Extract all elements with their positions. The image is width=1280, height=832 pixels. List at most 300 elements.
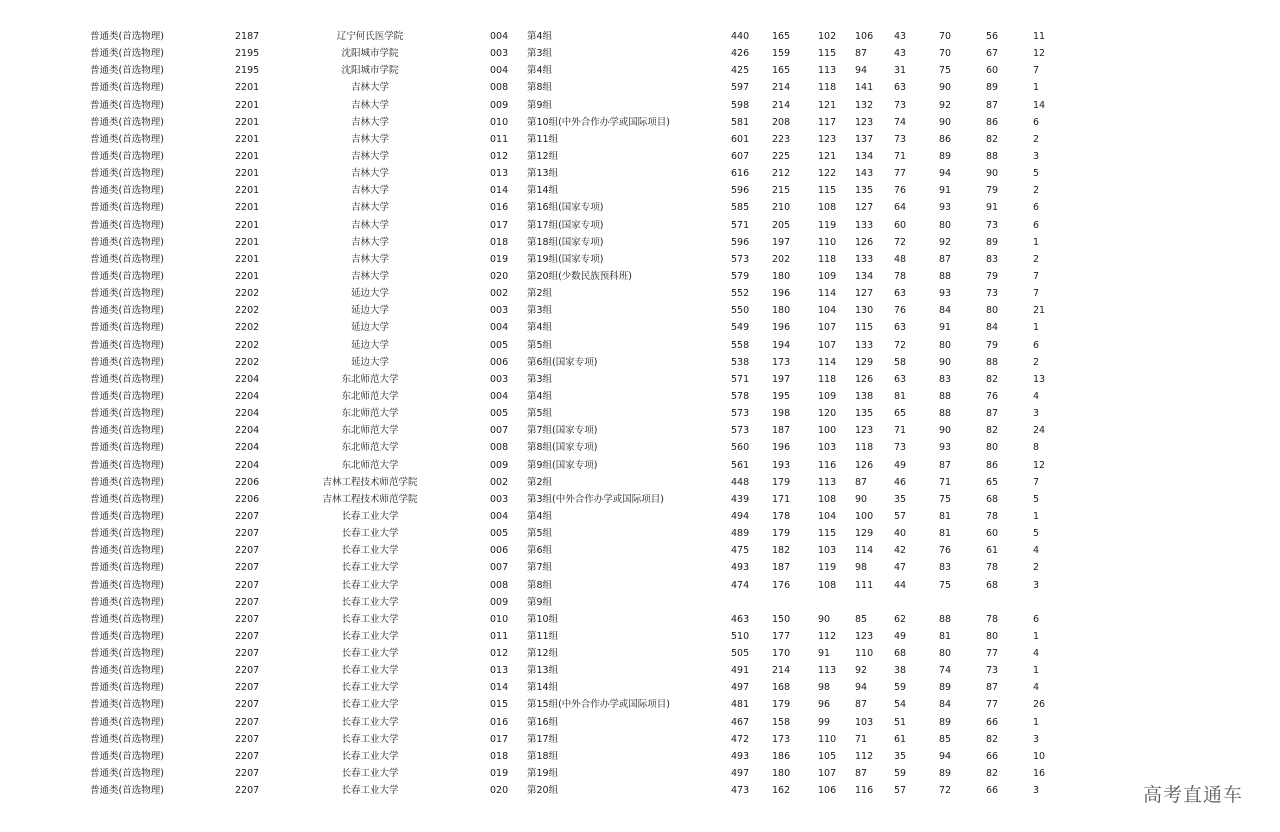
elective-score-2-cell: 80 (939, 339, 952, 351)
chinese-score-cell: 177 (772, 630, 791, 642)
physics-score-cell: 94 (855, 65, 868, 77)
elective-score-2-cell: 87 (939, 459, 952, 471)
plan-count-cell: 26 (1033, 699, 1046, 711)
elective-score-2-cell: 70 (939, 31, 952, 42)
elective-score-3-cell: 66 (986, 750, 999, 762)
group-name-cell: 第7组(国家专项) (527, 425, 598, 437)
elective-score-1-cell: 76 (894, 305, 907, 317)
school-code-cell: 2204 (235, 390, 260, 402)
category-cell: 普通类(首选物理) (90, 202, 164, 214)
chinese-score-cell: 173 (772, 733, 791, 745)
school-code-cell: 2202 (235, 322, 260, 334)
math-score-cell: 114 (818, 288, 837, 300)
elective-score-1-cell: 49 (894, 459, 907, 471)
school-name-cell: 长春工业大学 (341, 545, 399, 557)
elective-score-1-cell: 44 (894, 579, 907, 591)
total-score-cell: 552 (731, 288, 750, 300)
math-score-cell: 109 (818, 270, 837, 282)
school-name-cell: 吉林大学 (350, 99, 389, 111)
table-row (0, 525, 1280, 542)
physics-score-cell: 133 (855, 339, 874, 351)
chinese-score-cell: 180 (772, 305, 791, 317)
total-score-cell: 497 (731, 682, 750, 694)
total-score-cell: 596 (731, 236, 750, 248)
plan-count-cell: 1 (1033, 665, 1040, 677)
group-code-cell: 007 (490, 425, 509, 437)
group-name-cell: 第19组(国家专项) (527, 253, 604, 265)
school-name-cell: 长春工业大学 (341, 768, 399, 780)
elective-score-1-cell: 51 (894, 716, 907, 728)
plan-count-cell: 12 (1033, 48, 1046, 60)
chinese-score-cell: 197 (772, 373, 791, 385)
elective-score-3-cell: 78 (986, 562, 999, 574)
elective-score-2-cell: 72 (939, 785, 952, 797)
school-code-cell: 2202 (235, 339, 260, 351)
chinese-score-cell: 171 (772, 493, 791, 505)
category-cell: 普通类(首选物理) (90, 476, 164, 488)
plan-count-cell: 16 (1033, 768, 1046, 780)
school-code-cell: 2201 (235, 185, 260, 197)
school-code-cell: 2204 (235, 459, 260, 471)
elective-score-2-cell: 90 (939, 356, 952, 368)
group-name-cell: 第11组 (527, 133, 559, 145)
math-score-cell: 106 (818, 785, 837, 797)
category-cell: 普通类(首选物理) (90, 630, 164, 642)
category-cell: 普通类(首选物理) (90, 133, 164, 145)
table-row (0, 405, 1280, 422)
group-code-cell: 011 (490, 133, 509, 145)
physics-score-cell: 129 (855, 528, 874, 540)
school-code-cell: 2207 (235, 648, 260, 660)
group-name-cell: 第8组(国家专项) (527, 442, 598, 454)
plan-count-cell: 3 (1033, 579, 1040, 591)
chinese-score-cell: 178 (772, 510, 791, 522)
math-score-cell: 115 (818, 528, 837, 540)
category-cell: 普通类(首选物理) (90, 528, 164, 540)
math-score-cell: 122 (818, 168, 837, 180)
table-row (0, 234, 1280, 251)
elective-score-1-cell: 40 (894, 528, 907, 540)
table-row (0, 542, 1280, 559)
total-score-cell: 598 (731, 99, 750, 111)
elective-score-3-cell: 73 (986, 665, 999, 677)
math-score-cell: 102 (818, 31, 837, 42)
math-score-cell: 123 (818, 133, 837, 145)
table-row (0, 319, 1280, 336)
school-name-cell: 长春工业大学 (341, 630, 399, 642)
total-score-cell: 448 (731, 476, 750, 488)
group-name-cell: 第10组(中外合作办学或国际项目) (527, 116, 671, 128)
elective-score-1-cell: 73 (894, 442, 907, 454)
total-score-cell: 585 (731, 202, 750, 214)
school-code-cell: 2206 (235, 493, 260, 505)
elective-score-1-cell: 43 (894, 31, 907, 42)
total-score-cell: 596 (731, 185, 750, 197)
physics-score-cell: 94 (855, 682, 868, 694)
school-code-cell: 2201 (235, 133, 260, 145)
elective-score-2-cell: 86 (939, 133, 952, 145)
group-name-cell: 第4组 (527, 65, 553, 77)
chinese-score-cell: 196 (772, 288, 791, 300)
elective-score-2-cell: 87 (939, 253, 952, 265)
physics-score-cell: 126 (855, 373, 874, 385)
elective-score-2-cell: 75 (939, 579, 952, 591)
elective-score-1-cell: 64 (894, 202, 907, 214)
elective-score-1-cell: 65 (894, 408, 907, 420)
chinese-score-cell: 196 (772, 442, 791, 454)
group-code-cell: 004 (490, 390, 509, 402)
math-score-cell: 118 (818, 253, 837, 265)
table-row (0, 559, 1280, 576)
category-cell: 普通类(首选物理) (90, 493, 164, 505)
plan-count-cell: 21 (1033, 305, 1046, 317)
table-row (0, 199, 1280, 216)
school-name-cell: 吉林大学 (350, 253, 389, 265)
table-row (0, 662, 1280, 679)
school-code-cell: 2202 (235, 305, 260, 317)
table-row (0, 131, 1280, 148)
school-code-cell: 2207 (235, 665, 260, 677)
math-score-cell: 112 (818, 630, 837, 642)
total-score-cell: 573 (731, 408, 750, 420)
table-row (0, 148, 1280, 165)
elective-score-1-cell: 63 (894, 322, 907, 334)
elective-score-3-cell: 66 (986, 716, 999, 728)
group-code-cell: 017 (490, 733, 509, 745)
elective-score-2-cell: 89 (939, 716, 952, 728)
math-score-cell: 103 (818, 545, 837, 557)
elective-score-1-cell: 57 (894, 510, 907, 522)
physics-score-cell: 87 (855, 768, 868, 780)
plan-count-cell: 4 (1033, 648, 1040, 660)
chinese-score-cell: 158 (772, 716, 791, 728)
total-score-cell: 581 (731, 116, 750, 128)
physics-score-cell: 98 (855, 562, 868, 574)
school-code-cell: 2207 (235, 630, 260, 642)
school-name-cell: 东北师范大学 (341, 442, 399, 454)
table-row (0, 611, 1280, 628)
physics-score-cell: 130 (855, 305, 874, 317)
elective-score-3-cell: 89 (986, 236, 999, 248)
physics-score-cell: 114 (855, 545, 874, 557)
school-code-cell: 2207 (235, 716, 260, 728)
elective-score-1-cell: 43 (894, 48, 907, 60)
plan-count-cell: 1 (1033, 630, 1040, 642)
group-name-cell: 第20组(少数民族预科班) (527, 270, 633, 282)
plan-count-cell: 13 (1033, 373, 1046, 385)
total-score-cell: 597 (731, 82, 750, 94)
group-name-cell: 第16组(国家专项) (527, 202, 604, 214)
group-name-cell: 第3组 (527, 305, 553, 317)
school-name-cell: 延边大学 (350, 322, 389, 334)
group-code-cell: 008 (490, 579, 509, 591)
group-name-cell: 第8组 (527, 579, 553, 591)
plan-count-cell: 11 (1033, 31, 1046, 42)
school-name-cell: 沈阳城市学院 (341, 48, 399, 60)
math-score-cell: 113 (818, 665, 837, 677)
total-score-cell: 473 (731, 785, 750, 797)
school-code-cell: 2201 (235, 168, 260, 180)
category-cell: 普通类(首选物理) (90, 510, 164, 522)
physics-score-cell: 112 (855, 750, 874, 762)
elective-score-3-cell: 82 (986, 733, 999, 745)
math-score-cell: 113 (818, 65, 837, 77)
math-score-cell: 110 (818, 236, 837, 248)
physics-score-cell: 90 (855, 493, 868, 505)
elective-score-1-cell: 60 (894, 219, 907, 231)
physics-score-cell: 116 (855, 785, 874, 797)
group-code-cell: 010 (490, 116, 509, 128)
group-code-cell: 012 (490, 150, 509, 162)
group-code-cell: 005 (490, 339, 509, 351)
math-score-cell: 104 (818, 510, 837, 522)
category-cell: 普通类(首选物理) (90, 288, 164, 300)
table-row (0, 388, 1280, 405)
table-row (0, 577, 1280, 594)
group-code-cell: 003 (490, 373, 509, 385)
school-code-cell: 2207 (235, 785, 260, 797)
chinese-score-cell: 197 (772, 236, 791, 248)
plan-count-cell: 7 (1033, 270, 1040, 282)
math-score-cell: 107 (818, 339, 837, 351)
elective-score-2-cell: 89 (939, 682, 952, 694)
total-score-cell: 467 (731, 716, 750, 728)
math-score-cell: 90 (818, 613, 831, 625)
chinese-score-cell: 225 (772, 150, 791, 162)
table-row (0, 628, 1280, 645)
elective-score-3-cell: 82 (986, 425, 999, 437)
category-cell: 普通类(首选物理) (90, 716, 164, 728)
school-code-cell: 2202 (235, 288, 260, 300)
school-code-cell: 2207 (235, 579, 260, 591)
school-code-cell: 2207 (235, 733, 260, 745)
math-score-cell: 115 (818, 185, 837, 197)
group-name-cell: 第19组 (527, 768, 559, 780)
chinese-score-cell: 186 (772, 750, 791, 762)
group-code-cell: 003 (490, 493, 509, 505)
math-score-cell: 105 (818, 750, 837, 762)
school-name-cell: 长春工业大学 (341, 510, 399, 522)
math-score-cell: 100 (818, 425, 837, 437)
category-cell: 普通类(首选物理) (90, 48, 164, 60)
plan-count-cell: 2 (1033, 133, 1040, 145)
elective-score-1-cell: 77 (894, 168, 907, 180)
plan-count-cell: 3 (1033, 785, 1040, 797)
plan-count-cell: 5 (1033, 168, 1040, 180)
group-name-cell: 第13组 (527, 168, 559, 180)
plan-count-cell: 7 (1033, 65, 1040, 77)
elective-score-3-cell: 80 (986, 442, 999, 454)
total-score-cell: 549 (731, 322, 750, 334)
school-code-cell: 2201 (235, 202, 260, 214)
school-name-cell: 辽宁何氏医学院 (336, 31, 404, 42)
group-name-cell: 第9组 (527, 596, 553, 608)
math-score-cell: 110 (818, 733, 837, 745)
total-score-cell: 425 (731, 65, 750, 77)
school-code-cell: 2201 (235, 82, 260, 94)
physics-score-cell: 127 (855, 288, 874, 300)
elective-score-3-cell: 56 (986, 31, 999, 42)
school-name-cell: 吉林大学 (350, 116, 389, 128)
physics-score-cell: 133 (855, 253, 874, 265)
school-code-cell: 2201 (235, 236, 260, 248)
elective-score-2-cell: 81 (939, 630, 952, 642)
school-name-cell: 长春工业大学 (341, 716, 399, 728)
school-code-cell: 2201 (235, 253, 260, 265)
table-row (0, 645, 1280, 662)
category-cell: 普通类(首选物理) (90, 408, 164, 420)
group-name-cell: 第3组(中外合作办学或国际项目) (527, 493, 664, 505)
total-score-cell: 493 (731, 750, 750, 762)
elective-score-2-cell: 81 (939, 510, 952, 522)
school-name-cell: 长春工业大学 (341, 665, 399, 677)
math-score-cell: 121 (818, 99, 837, 111)
physics-score-cell: 106 (855, 31, 874, 42)
physics-score-cell: 138 (855, 390, 874, 402)
category-cell: 普通类(首选物理) (90, 750, 164, 762)
plan-count-cell: 1 (1033, 322, 1040, 334)
school-name-cell: 东北师范大学 (341, 390, 399, 402)
chinese-score-cell: 205 (772, 219, 791, 231)
elective-score-2-cell: 89 (939, 768, 952, 780)
table-row (0, 28, 1280, 45)
school-name-cell: 延边大学 (350, 356, 389, 368)
physics-score-cell: 123 (855, 630, 874, 642)
elective-score-1-cell: 76 (894, 185, 907, 197)
group-code-cell: 019 (490, 253, 509, 265)
chinese-score-cell: 165 (772, 65, 791, 77)
elective-score-1-cell: 59 (894, 682, 907, 694)
group-name-cell: 第17组(国家专项) (527, 219, 604, 231)
group-name-cell: 第14组 (527, 185, 559, 197)
plan-count-cell: 7 (1033, 476, 1040, 488)
math-score-cell: 107 (818, 322, 837, 334)
elective-score-2-cell: 91 (939, 322, 952, 334)
category-cell: 普通类(首选物理) (90, 459, 164, 471)
plan-count-cell: 12 (1033, 459, 1046, 471)
group-name-cell: 第10组 (527, 613, 559, 625)
total-score-cell: 481 (731, 699, 750, 711)
group-code-cell: 017 (490, 219, 509, 231)
chinese-score-cell: 187 (772, 425, 791, 437)
school-code-cell: 2206 (235, 476, 260, 488)
elective-score-2-cell: 93 (939, 288, 952, 300)
category-cell: 普通类(首选物理) (90, 785, 164, 797)
chinese-score-cell: 210 (772, 202, 791, 214)
group-code-cell: 005 (490, 408, 509, 420)
plan-count-cell: 2 (1033, 562, 1040, 574)
physics-score-cell: 103 (855, 716, 874, 728)
total-score-cell: 474 (731, 579, 750, 591)
group-code-cell: 007 (490, 562, 509, 574)
plan-count-cell: 24 (1033, 425, 1046, 437)
category-cell: 普通类(首选物理) (90, 562, 164, 574)
plan-count-cell: 6 (1033, 202, 1040, 214)
math-score-cell: 108 (818, 202, 837, 214)
math-score-cell: 117 (818, 116, 837, 128)
group-name-cell: 第12组 (527, 648, 559, 660)
physics-score-cell: 85 (855, 613, 868, 625)
chinese-score-cell: 170 (772, 648, 791, 660)
plan-count-cell: 10 (1033, 750, 1046, 762)
group-name-cell: 第4组 (527, 31, 553, 42)
total-score-cell: 573 (731, 253, 750, 265)
group-name-cell: 第12组 (527, 150, 559, 162)
total-score-cell: 558 (731, 339, 750, 351)
plan-count-cell: 3 (1033, 733, 1040, 745)
group-name-cell: 第4组 (527, 390, 553, 402)
school-name-cell: 延边大学 (350, 288, 389, 300)
group-name-cell: 第9组 (527, 99, 553, 111)
group-name-cell: 第15组(中外合作办学或国际项目) (527, 699, 671, 711)
plan-count-cell: 2 (1033, 185, 1040, 197)
table-row (0, 439, 1280, 456)
elective-score-1-cell: 47 (894, 562, 907, 574)
plan-count-cell: 1 (1033, 82, 1040, 94)
elective-score-2-cell: 92 (939, 236, 952, 248)
category-cell: 普通类(首选物理) (90, 665, 164, 677)
group-code-cell: 014 (490, 682, 509, 694)
physics-score-cell: 100 (855, 510, 874, 522)
physics-score-cell: 110 (855, 648, 874, 660)
physics-score-cell: 132 (855, 99, 874, 111)
elective-score-3-cell: 90 (986, 168, 999, 180)
category-cell: 普通类(首选物理) (90, 253, 164, 265)
chinese-score-cell: 202 (772, 253, 791, 265)
table-row (0, 182, 1280, 199)
table-row (0, 679, 1280, 696)
school-code-cell: 2201 (235, 116, 260, 128)
math-score-cell: 120 (818, 408, 837, 420)
table-row (0, 302, 1280, 319)
physics-score-cell: 126 (855, 236, 874, 248)
math-score-cell: 121 (818, 150, 837, 162)
chinese-score-cell: 196 (772, 322, 791, 334)
group-code-cell: 009 (490, 459, 509, 471)
group-name-cell: 第17组 (527, 733, 559, 745)
group-code-cell: 013 (490, 665, 509, 677)
school-code-cell: 2207 (235, 613, 260, 625)
elective-score-2-cell: 90 (939, 82, 952, 94)
elective-score-3-cell: 60 (986, 65, 999, 77)
elective-score-3-cell: 80 (986, 305, 999, 317)
total-score-cell: 561 (731, 459, 750, 471)
elective-score-2-cell: 93 (939, 202, 952, 214)
elective-score-3-cell: 67 (986, 48, 999, 60)
plan-count-cell: 6 (1033, 339, 1040, 351)
total-score-cell: 579 (731, 270, 750, 282)
school-name-cell: 吉林大学 (350, 185, 389, 197)
elective-score-1-cell: 57 (894, 785, 907, 797)
group-code-cell: 002 (490, 476, 509, 488)
plan-count-cell: 7 (1033, 288, 1040, 300)
group-code-cell: 020 (490, 785, 509, 797)
table-row (0, 491, 1280, 508)
total-score-cell: 571 (731, 219, 750, 231)
table-row (0, 97, 1280, 114)
category-cell: 普通类(首选物理) (90, 305, 164, 317)
math-score-cell: 113 (818, 476, 837, 488)
group-name-cell: 第9组(国家专项) (527, 459, 598, 471)
math-score-cell: 119 (818, 219, 837, 231)
elective-score-1-cell: 49 (894, 630, 907, 642)
math-score-cell: 108 (818, 493, 837, 505)
plan-count-cell: 14 (1033, 99, 1046, 111)
group-code-cell: 008 (490, 442, 509, 454)
physics-score-cell: 111 (855, 579, 874, 591)
table-row (0, 217, 1280, 234)
group-code-cell: 003 (490, 305, 509, 317)
